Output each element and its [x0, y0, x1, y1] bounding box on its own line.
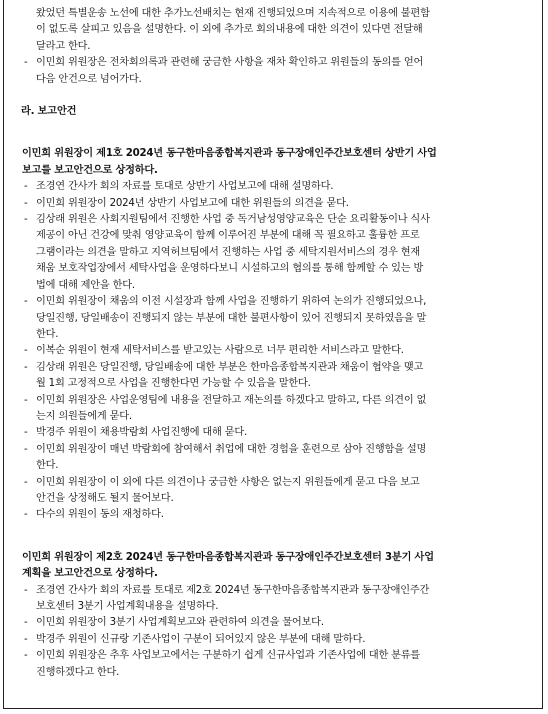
text-line: 진행하겠다고 한다.: [36, 666, 120, 678]
text-line: 월 1회 고정적으로 사업을 진행한다면 가능할 수 있음을 말한다.: [36, 378, 311, 390]
text-line: 박경주 위원이 신규랑 기존사업이 구분이 되어있지 않은 부분에 대해 말하다.: [36, 633, 366, 645]
text-line: 박경주 위원이 채용박람회 사업진행에 대해 묻다.: [36, 427, 248, 439]
list-item: [22, 179, 538, 195]
agenda1-list: [22, 179, 538, 524]
list-item: [22, 343, 538, 359]
dash-marker: -: [24, 394, 28, 406]
dash-marker: -: [24, 214, 28, 226]
text-line: 이민희 위원장이 제1호 2024년 동구한마음종합복지관과 동구장애인주간보호센터 상반기 사업: [22, 148, 437, 160]
text-line: 당일진행, 당일배송이 진행되지 않는 부분에 대한 불편사항이 있어 진행되지 못하였음을 말: [36, 312, 427, 324]
text-line: 그램이라는 의견을 말하고 지역허브팀에서 진행하는 사업 중 세탁지원서비스의 경우 현재: [36, 246, 421, 258]
text-line: 이민희 위원장이 3분기 사업계획보고와 관련하여 의견을 물어보다.: [36, 617, 324, 629]
text-line: 한다.: [36, 460, 59, 472]
text-line: 이민희 위원장이 2024년 상반기 사업보고에 대한 위원들의 의견을 묻다.: [36, 197, 349, 209]
list-item: [22, 648, 538, 681]
text-line: 제공이 아닌 건강에 맞춰 영양교육이 함께 이루어진 부분에 대해 꼭 필요하고 훌륭한 프로: [36, 230, 420, 242]
text-line: 이 없도록 살피고 있음을 설명한다. 이 외에 추가로 회의내용에 대한 의견이 있다면 전달해: [36, 24, 423, 36]
list-item: [22, 360, 538, 393]
text-line: 김상래 위원은 사회지원팀에서 진행한 사업 중 독거남성영양교육은 단순 요리활동이나 식사: [36, 214, 430, 226]
text-line: 법에 대해 제안을 한다.: [36, 279, 135, 291]
text-line: 는지 의원들에게 묻다.: [36, 410, 132, 422]
dash-marker: -: [24, 427, 28, 439]
text-line: 한다.: [36, 328, 59, 340]
text-line: 안건을 상정해도 될지 물어보다.: [36, 492, 174, 504]
agenda2-list: [22, 583, 538, 681]
agenda1-title: [22, 146, 538, 179]
dash-marker: -: [24, 197, 28, 209]
list-item: [22, 442, 538, 475]
dash-marker: -: [24, 296, 28, 308]
text-line: 김상래 위원은 당일진행, 당일배송에 대한 부분은 한마음종합복지관과 채움이 협약을 맺고: [36, 361, 424, 373]
text-line: 이민희 위원장은 추후 사업보고에서는 구분하기 쉽게 신규사업과 기존사업에 대한 분류를: [36, 650, 421, 662]
dash-marker: -: [24, 509, 28, 521]
dash-marker: -: [24, 57, 28, 69]
agenda2-title: [22, 550, 538, 583]
document-body: [22, 6, 538, 681]
text-line: 이복순 위원이 현재 세탁서비스를 받고있는 사람으로 너무 편리한 서비스라고 말한다.: [36, 345, 404, 357]
text-line: 채움 보호작업장에서 세탁사업을 운영하다보니 시설하고의 협의를 통해 함께할 수 있는 방: [36, 263, 424, 275]
text-line: 조경연 간사가 회의 자료를 토대로 제2호 2024년 동구한마음종합복지관과 동구장애인주간: [36, 584, 430, 596]
text-line: 조경연 간사가 회의 자료를 토대로 상반기 사업보고에 대해 설명하다.: [36, 181, 334, 193]
text-line: 이민희 위원장이 제2호 2024년 동구한마음종합복지관과 동구장애인주간보호센터 3분기 사업: [22, 551, 434, 563]
text-line: 이민희 위원장은 사업운영팀에 내용을 전달하고 재논의를 하겠다고 말하고, 다른 의견이 없: [36, 394, 427, 406]
dash-marker: -: [24, 476, 28, 488]
text-line: 이민희 위원장이 채움의 이전 시설장과 함께 사업을 진행하기 위하여 논의가 진행되었으나,: [36, 296, 427, 308]
list-item: [22, 632, 538, 648]
list-item: [22, 425, 538, 441]
dash-marker: -: [24, 584, 28, 596]
text-line: 보호센터 3분기 사업계획내용을 설명하다.: [36, 601, 219, 612]
text-line: 왔었던 특별운송 노선에 대한 추가노선배치는 현재 진행되었으며 지속적으로 이용에 불편함: [36, 8, 430, 19]
text-line: 계획을 보고안건으로 상정하다.: [22, 568, 158, 580]
list-item: [22, 294, 538, 343]
text-line: 달라고 한다.: [36, 40, 91, 52]
list-item: [22, 583, 538, 616]
text-line: 이민희 위원장은 전차회의록과 관련해 궁금한 사항을 재차 확인하고 위원들의 동의를 얻어: [36, 57, 424, 69]
text-line: 다음 안건으로 넘어가다.: [36, 73, 142, 85]
section-title: 라. 보고안건: [21, 106, 77, 118]
list-item: [22, 615, 538, 631]
dash-marker: -: [24, 345, 28, 357]
text-line: 이민희 위원장이 이 외에 다른 의견이나 궁금한 사항은 없는지 위원들에게 묻고 다음 보고: [36, 476, 420, 488]
dash-marker: -: [24, 650, 28, 662]
dash-marker: -: [24, 443, 28, 455]
list-item: [22, 55, 538, 88]
list-item: [22, 196, 538, 212]
list-item: [22, 393, 538, 426]
dash-marker: -: [24, 181, 28, 193]
text-line: 다수의 위원이 동의 재청하다.: [36, 509, 164, 521]
text-line: 이민희 위원장이 매년 박람회에 참여해서 취업에 대한 경험을 훈련으로 삼아 진행함을 설명: [36, 443, 427, 455]
text-line: 보고를 보고안건으로 상정하다.: [22, 164, 158, 176]
list-item: [22, 475, 538, 508]
dash-marker: -: [24, 633, 28, 645]
dash-marker: -: [24, 617, 28, 629]
list-item: [22, 507, 538, 523]
intro-paragraph: [22, 6, 538, 55]
list-item: [22, 212, 538, 294]
dash-marker: -: [24, 361, 28, 373]
